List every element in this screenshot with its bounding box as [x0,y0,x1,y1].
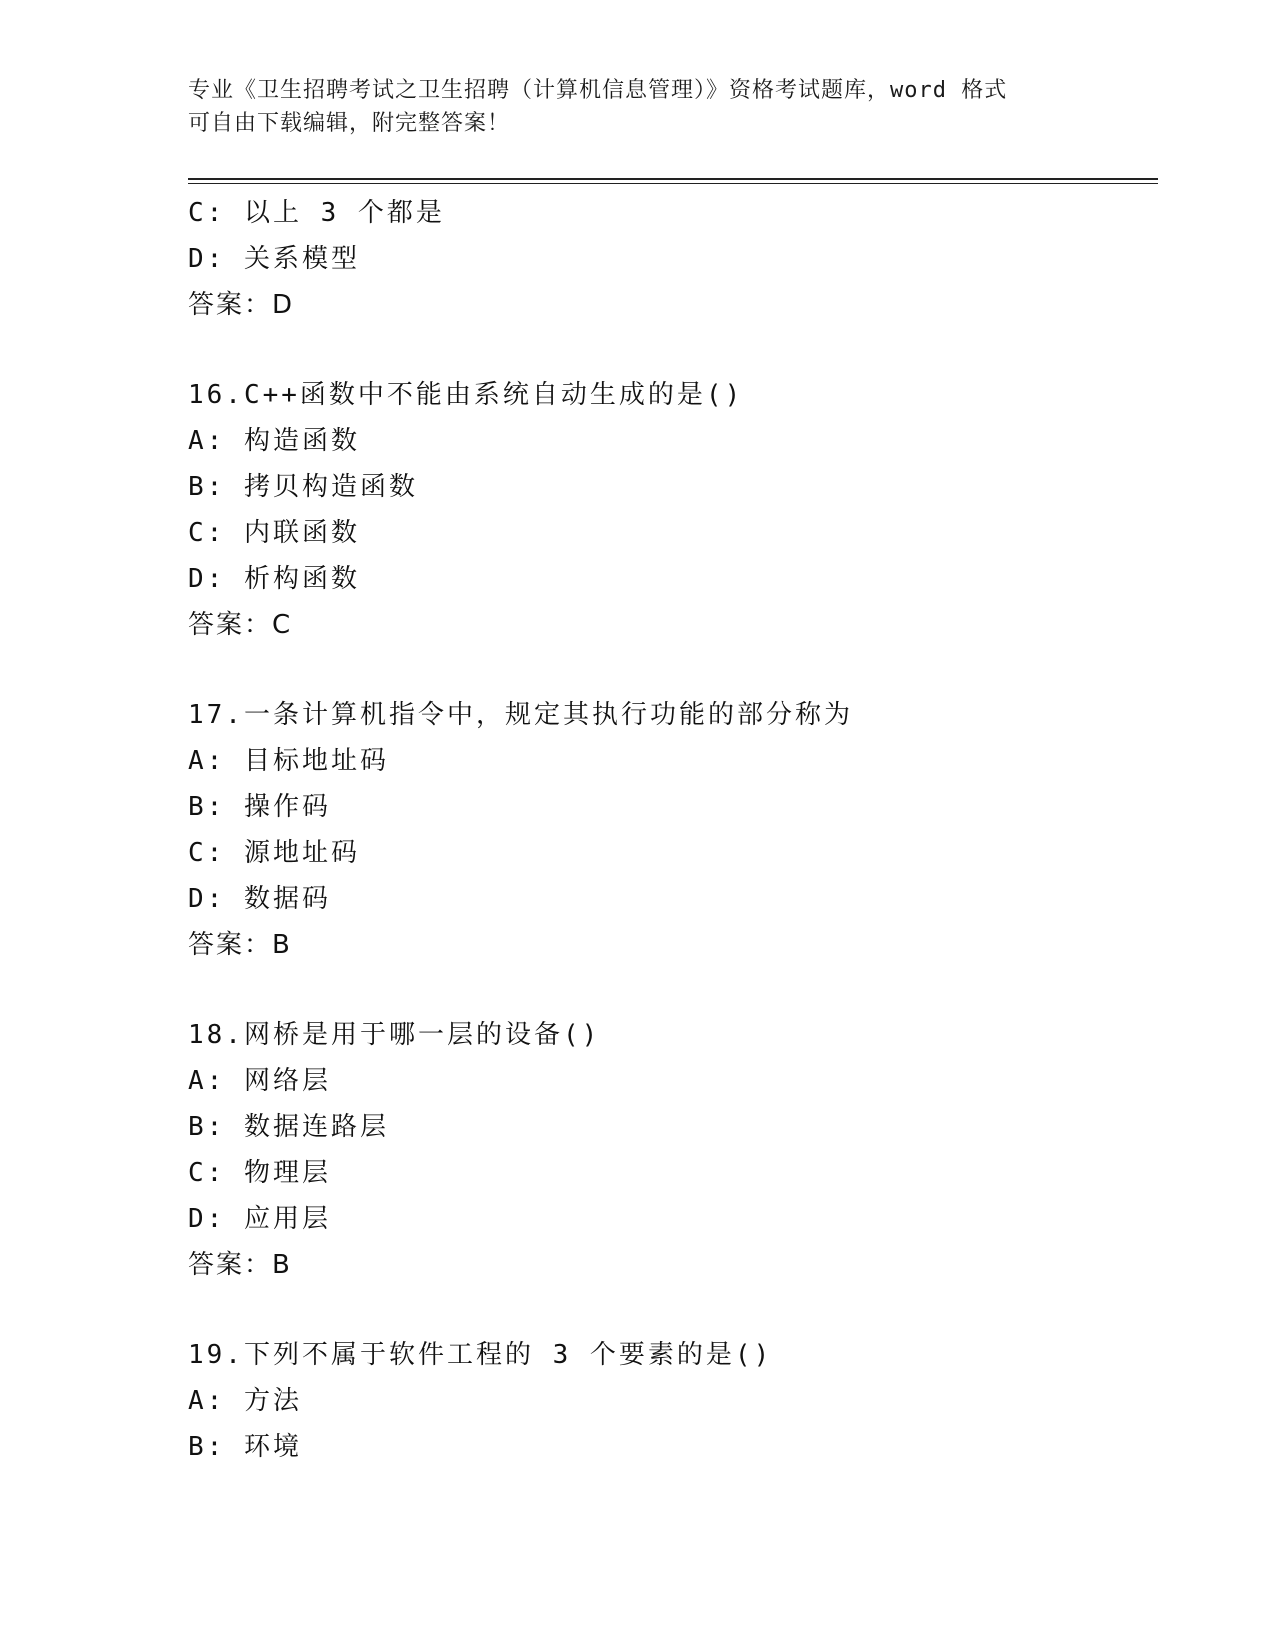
answer: 答案：D [188,290,295,320]
question-15-continued [188,190,1158,328]
question-16 [188,372,1158,648]
option-d: D: 应用层 [188,1204,331,1234]
option-d: D: 关系模型 [188,244,360,274]
option-b: B: 环境 [188,1432,302,1462]
option-a: A: 网络层 [188,1066,331,1096]
option-d: D: 数据码 [188,884,331,914]
option-a: A: 目标地址码 [188,746,389,776]
question-18 [188,1012,1158,1288]
option-c: C: 物理层 [188,1158,331,1188]
option-b: B: 数据连路层 [188,1112,389,1142]
option-a: A: 构造函数 [188,426,360,456]
option-a: A: 方法 [188,1386,302,1416]
answer: 答案：C [188,610,293,640]
document-header [188,74,1068,140]
answer: 答案：B [188,1250,292,1280]
question-stem: 17.一条计算机指令中，规定其执行功能的部分称为 [188,700,853,730]
question-17 [188,692,1158,968]
question-stem: 19.下列不属于软件工程的 3 个要素的是() [188,1340,773,1370]
header-line-2: 可自由下载编辑，附完整答案！ [188,111,511,136]
header-divider-thin [188,183,1158,184]
option-b: B: 操作码 [188,792,331,822]
header-line-1: 专业《卫生招聘考试之卫生招聘（计算机信息管理）》资格考试题库，word 格式 [188,78,1008,103]
option-d: D: 析构函数 [188,564,360,594]
question-19 [188,1332,1158,1470]
answer: 答案：B [188,930,292,960]
question-stem: 16.C++函数中不能由系统自动生成的是() [188,380,744,410]
option-b: B: 拷贝构造函数 [188,472,418,502]
question-stem: 18.网桥是用于哪一层的设备() [188,1020,601,1050]
option-c: C: 以上 3 个都是 [188,198,445,228]
option-c: C: 内联函数 [188,518,360,548]
question-list [188,190,1158,1470]
option-c: C: 源地址码 [188,838,360,868]
header-divider-thick [188,178,1158,180]
